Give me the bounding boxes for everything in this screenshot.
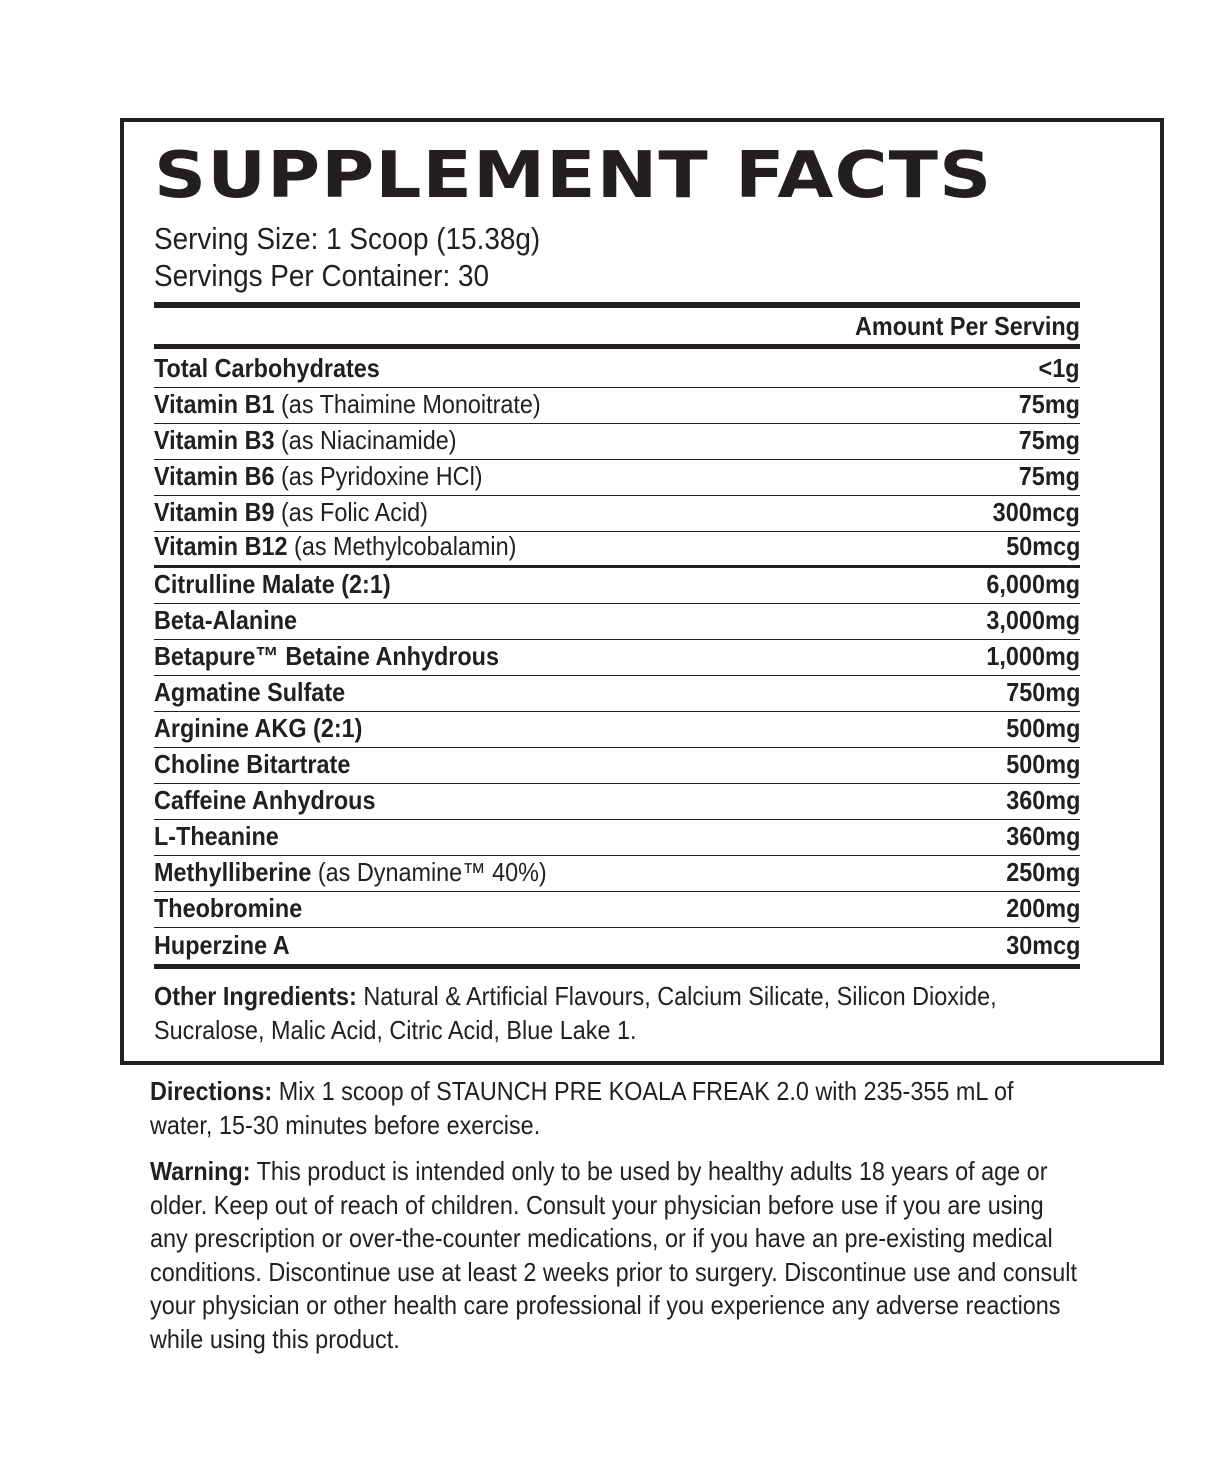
ingredient-name	[154, 605, 297, 636]
table-row	[154, 892, 1080, 928]
directions-label: Directions:	[150, 1076, 273, 1106]
ingredient-name	[154, 497, 428, 528]
ingredient-amount: <1g	[1039, 353, 1080, 383]
ingredient-name	[154, 713, 362, 744]
other-ingredients	[154, 979, 1079, 1047]
ingredient-label: Vitamin B6	[154, 461, 275, 491]
ingredient-amount: 3,000mg	[986, 605, 1080, 635]
ingredient-label: Beta-Alanine	[154, 605, 298, 635]
ingredient-name	[154, 425, 457, 456]
table-row	[154, 712, 1080, 748]
ingredient-amount: 250mg	[1005, 857, 1080, 887]
ingredient-detail: (as Niacinamide)	[274, 425, 457, 455]
ingredient-table	[154, 352, 1080, 964]
ingredient-label: Theobromine	[154, 893, 303, 923]
ingredient-name	[154, 677, 345, 708]
ingredient-amount: 75mg	[1018, 425, 1080, 455]
table-row	[154, 568, 1080, 604]
warning-paragraph	[150, 1155, 1086, 1356]
supplement-facts-panel	[120, 118, 1164, 1065]
amount-per-serving-header: Amount Per Serving	[855, 311, 1080, 341]
ingredient-detail: (as Folic Acid)	[274, 497, 428, 527]
table-row	[154, 496, 1080, 532]
table-row	[154, 388, 1080, 424]
ingredient-label: Total Carbohydrates	[154, 353, 380, 383]
ingredient-amount: 50mcg	[1005, 531, 1080, 561]
ingredient-name	[154, 531, 516, 562]
ingredient-label: Choline Bitartrate	[154, 749, 351, 779]
ingredient-detail: (as Thaimine Monoitrate)	[274, 389, 541, 419]
thick-divider	[154, 302, 1080, 308]
ingredient-amount: 6,000mg	[986, 569, 1080, 599]
ingredient-amount: 75mg	[1018, 461, 1080, 491]
amount-header-row	[154, 310, 1080, 342]
ingredient-name	[154, 461, 483, 492]
ingredient-label: L-Theanine	[154, 821, 279, 851]
table-row	[154, 424, 1080, 460]
ingredient-label: Citrulline Malate (2:1)	[154, 569, 391, 599]
ingredient-name	[154, 821, 279, 852]
table-row	[154, 640, 1080, 676]
ingredient-name	[154, 857, 547, 888]
ingredient-name	[154, 353, 380, 384]
table-row	[154, 676, 1080, 712]
ingredient-label: Huperzine A	[154, 930, 290, 960]
other-ingredients-label: Other Ingredients:	[154, 981, 357, 1011]
ingredient-amount: 75mg	[1018, 389, 1080, 419]
warning-label: Warning:	[150, 1156, 251, 1186]
ingredient-label: Agmatine Sulfate	[154, 677, 346, 707]
ingredient-label: Arginine AKG (2:1)	[154, 713, 363, 743]
other-ingredients-text: Natural & Artificial Flavours, Calcium Silicate, Silicon Dioxide, Sucralose, Malic Acid, Citric Acid, Blue Lake 1.	[154, 981, 997, 1045]
ingredient-detail: (as Dynamine™ 40%)	[311, 857, 547, 887]
ingredient-label: Methylliberine	[154, 857, 312, 887]
ingredient-amount: 200mg	[1005, 893, 1080, 923]
ingredient-amount: 360mg	[1005, 821, 1080, 851]
directions-paragraph	[150, 1075, 1050, 1142]
warning-text: This product is intended only to be used by healthy adults 18 years of age or older. Keep out of reach of children. Consult your physician before use if you are using any prescription or over-the-counter medications, or if you have an pre-existing medical conditions. Discontinue use at least 2 weeks prior to surgery. Discontinue use and consult your physician or other health care professional if you experience any adverse reactions while using this product.	[150, 1156, 1077, 1354]
table-row	[154, 820, 1080, 856]
ingredient-amount: 1,000mg	[986, 641, 1080, 671]
ingredient-name	[154, 569, 391, 600]
ingredient-name	[154, 389, 541, 420]
ingredient-name	[154, 785, 375, 816]
panel-title: SUPPLEMENT FACTS	[154, 139, 993, 213]
table-row	[154, 604, 1080, 640]
ingredient-amount: 500mg	[1005, 749, 1080, 779]
serving-info	[154, 220, 987, 294]
table-row	[154, 856, 1080, 892]
table-row	[154, 532, 1080, 568]
ingredient-label: Caffeine Anhydrous	[154, 785, 376, 815]
ingredient-label: Vitamin B1	[154, 389, 275, 419]
table-bottom-divider	[154, 964, 1080, 969]
ingredient-amount: 360mg	[1005, 785, 1080, 815]
ingredient-amount: 500mg	[1005, 713, 1080, 743]
ingredient-label: Vitamin B3	[154, 425, 275, 455]
header-divider	[154, 344, 1080, 349]
ingredient-name	[154, 641, 499, 672]
ingredient-amount: 30mcg	[1005, 930, 1080, 960]
table-row	[154, 460, 1080, 496]
ingredient-amount: 300mcg	[992, 497, 1080, 527]
table-row	[154, 784, 1080, 820]
table-row	[154, 928, 1080, 964]
directions-text: Mix 1 scoop of STAUNCH PRE KOALA FREAK 2.0 with 235-355 mL of water, 15-30 minutes before exercise.	[150, 1076, 1014, 1140]
serving-size: Serving Size: 1 Scoop (15.38g)	[154, 221, 541, 256]
ingredient-detail: (as Methylcobalamin)	[287, 531, 517, 561]
table-row	[154, 352, 1080, 388]
ingredient-label: Betapure™ Betaine Anhydrous	[154, 641, 499, 671]
ingredient-label: Vitamin B12	[154, 531, 288, 561]
servings-per-container: Servings Per Container: 30	[154, 258, 489, 293]
ingredient-name	[154, 749, 350, 780]
table-row	[154, 748, 1080, 784]
ingredient-amount: 750mg	[1005, 677, 1080, 707]
ingredient-detail: (as Pyridoxine HCl)	[274, 461, 483, 491]
ingredient-name	[154, 930, 290, 961]
ingredient-label: Vitamin B9	[154, 497, 275, 527]
ingredient-name	[154, 893, 302, 924]
